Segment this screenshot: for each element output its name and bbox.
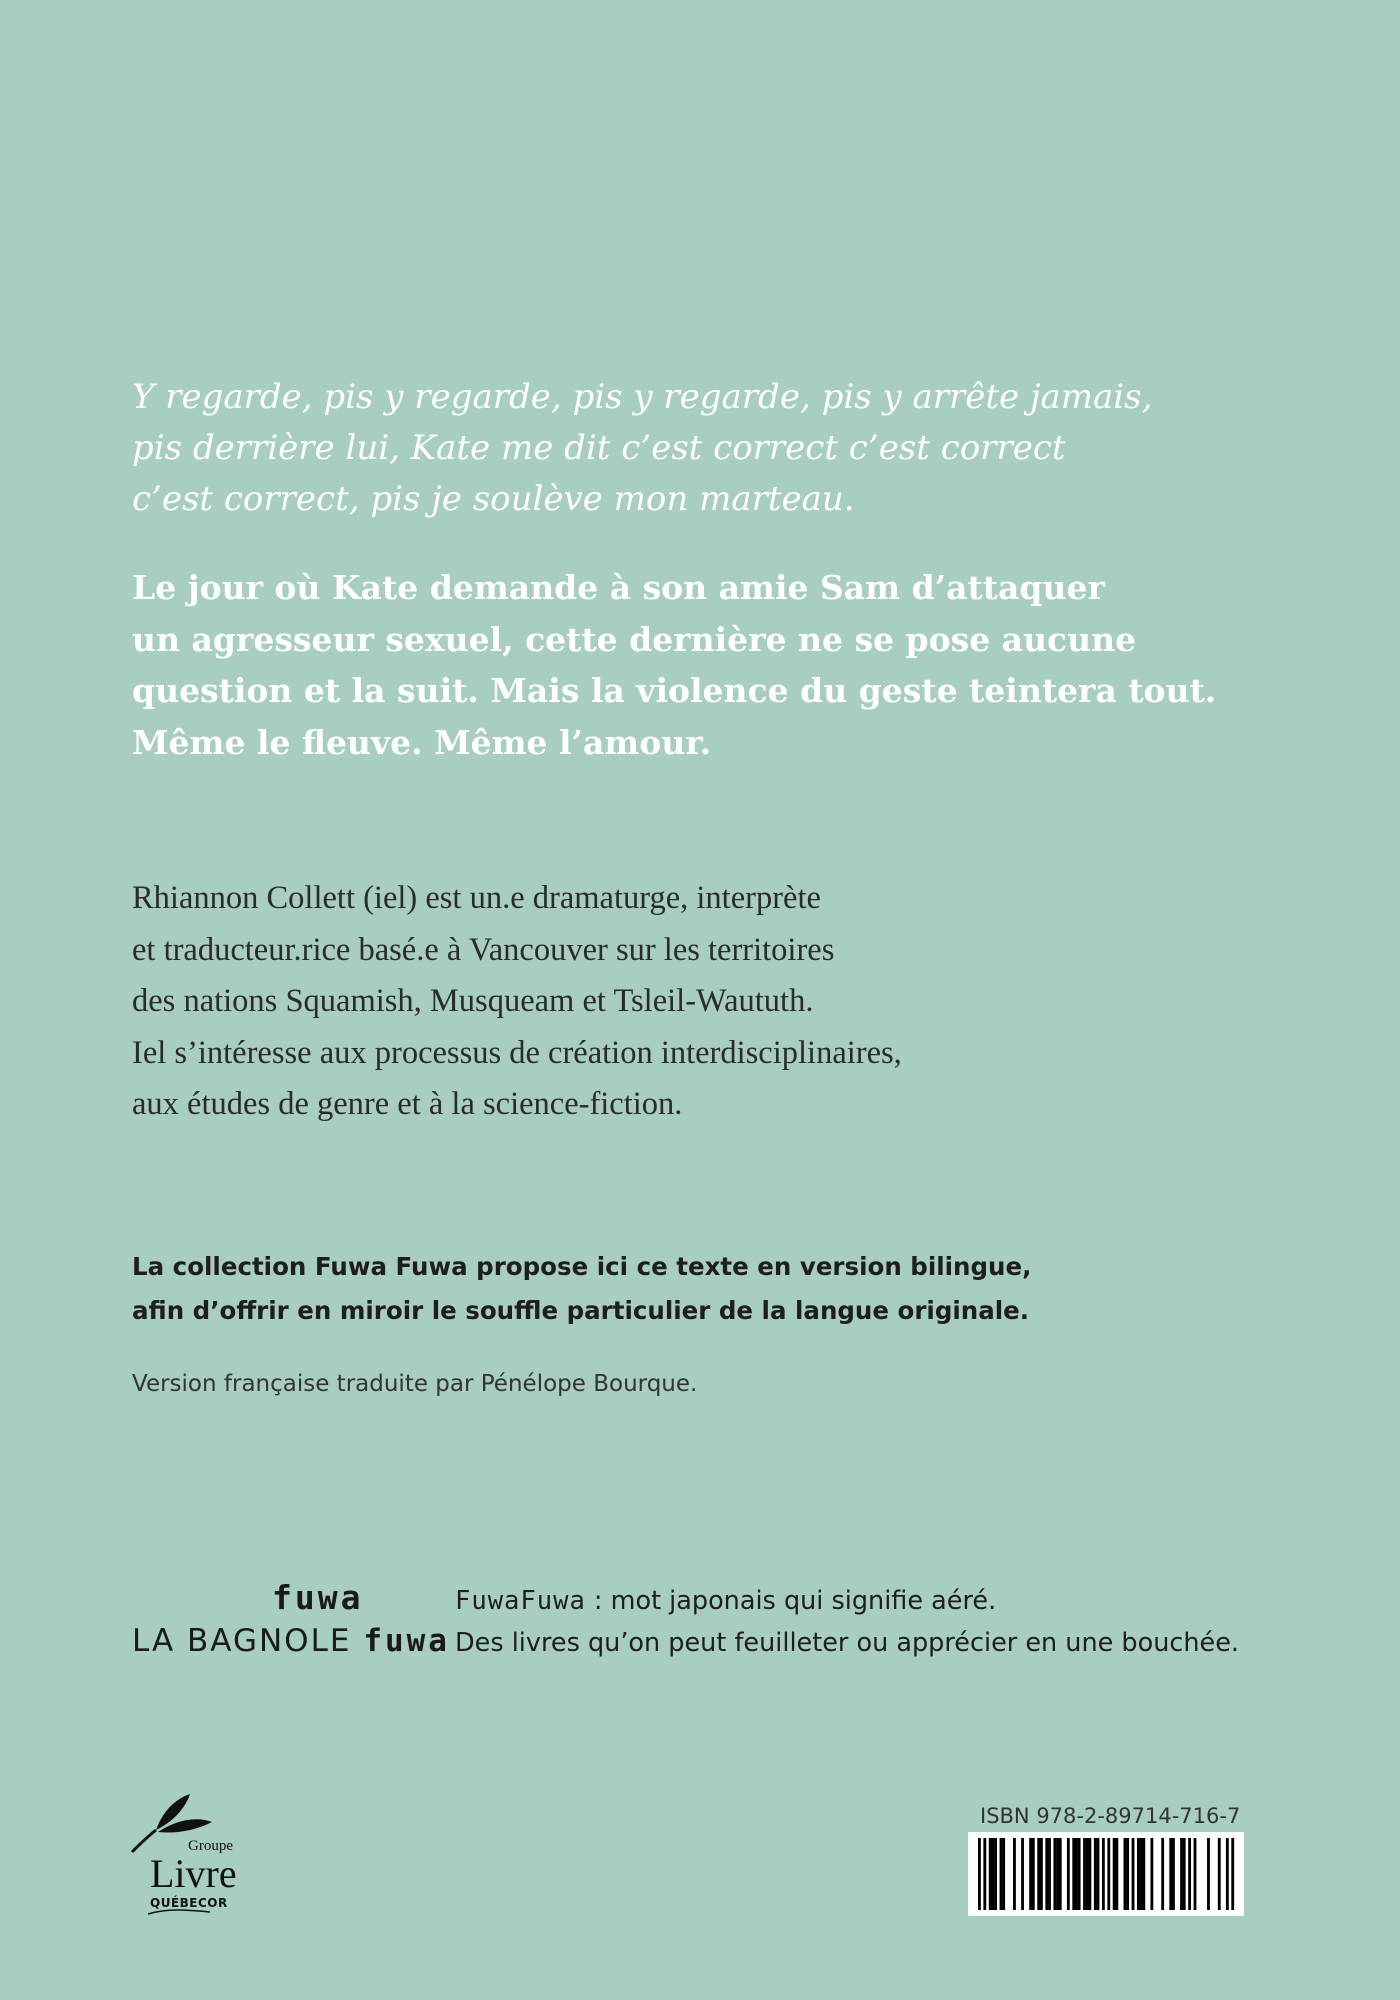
barcode-bar [1150,1838,1153,1910]
barcode-bar [1037,1838,1040,1910]
fuwa-logo-top: fuwa [272,1578,364,1617]
collection-line-1 [132,1245,1282,1289]
barcode-bar [1194,1838,1197,1910]
barcode-bar [1172,1838,1175,1910]
barcode-bar [1226,1838,1229,1910]
barcode-bar [1078,1838,1081,1910]
barcode-bar [1032,1838,1035,1910]
barcode-bar [1137,1838,1140,1910]
barcode-bar [1088,1838,1091,1910]
livre-label: Livre [150,1851,237,1896]
barcode-bar [983,1838,986,1910]
barcode-bar [1075,1838,1078,1910]
barcode-bars [968,1832,1244,1916]
quote-line-3: c’est correct, pis je soulève mon marteau. [132,479,855,519]
barcode-bar [1053,1838,1056,1910]
bio-line-2: et traducteur.rice basé.e à Vancouver sur les territoires [132,931,835,968]
barcode-bar [1207,1838,1210,1910]
barcode-bar [1021,1838,1024,1910]
quote-line-2: pis derrière lui, Kate me dit c’est correct c’est correct [132,428,1066,468]
collection-line-1-end: , [1022,1252,1032,1281]
fuwa-desc-line-1 [455,1580,1239,1622]
bio-line-5: aux études de genre et à la science-fiction. [132,1086,683,1122]
groupe-label: Groupe [188,1838,233,1854]
collection-line-1-start: La collection Fuwa Fuwa propose ici ce texte en [132,1252,800,1281]
fuwa-meaning: : mot japonais qui signifie aéré. [585,1586,997,1616]
synopsis-line-3: question et la suit. Mais la violence du geste teintera tout. [132,671,1217,710]
barcode-bar [1048,1838,1051,1910]
barcode-bar [1115,1838,1118,1910]
synopsis-line-2: un agresseur sexuel, cette dernière ne se pose aucune [132,619,1137,659]
barcode-bar [1180,1838,1183,1910]
publisher-name: LA BAGNOLE [132,1623,352,1659]
barcode-bar [1102,1838,1105,1910]
barcode-bar [978,1838,981,1910]
barcode-bar [1218,1838,1221,1910]
quote-line-1: Y regarde, pis y regarde, pis y regarde, pis y arrête jamais, [132,377,1153,417]
excerpt-quote [132,372,1282,525]
barcode-bar [1000,1838,1003,1910]
barcode-bar [1169,1838,1172,1910]
publisher-logo [132,1623,450,1659]
isbn-label: ISBN 978-2-89714-716-7 [980,1804,1241,1828]
barcode-bar [1097,1838,1100,1910]
bio-line-1: Rhiannon Collett (iel) est un.e dramaturge, interprète [132,880,821,916]
bilingual-emphasis: version bilingue [799,1252,1023,1281]
fuwa-desc-line-2: Des livres qu’on peut feuilleter ou apprécier en une bouchée. [455,1628,1240,1658]
barcode-bar [1056,1838,1059,1910]
barcode-bar [1002,1838,1005,1910]
barcode-bar [989,1838,992,1910]
barcode-bar [1183,1838,1186,1910]
barcode-bar [1126,1838,1129,1910]
barcode-bar [1059,1838,1062,1910]
barcode-bar [1231,1838,1234,1910]
barcode-bar [1188,1838,1191,1910]
barcode-bar [1124,1838,1127,1910]
bio-line-3: des nations Squamish, Musqueam et Tsleil-Waututh. [132,983,814,1019]
barcode-bar [1045,1838,1048,1910]
fuwa-description [455,1580,1239,1664]
fuwa-logo-bottom: fuwa [363,1623,450,1659]
barcode-bar [1142,1838,1145,1910]
synopsis-line-1: Le jour où Kate demande à son amie Sam d’attaquer [132,568,1105,607]
author-bio [132,873,1232,1131]
barcode-bar [1132,1838,1135,1910]
barcode-bar [1113,1838,1116,1910]
translation-credit: Version française traduite par Pénélope Bourque. [132,1371,698,1397]
isbn-barcode [968,1832,1244,1916]
groupe-livre-logo [128,1786,268,1926]
synopsis [132,562,1312,768]
barcode-bar [1067,1838,1070,1910]
barcode-bar [1107,1838,1110,1910]
fuwa-brand: FuwaFuwa [455,1586,586,1616]
barcode-bar [991,1838,994,1910]
barcode-bar [1072,1838,1075,1910]
collection-note [132,1245,1282,1333]
barcode-bar [1029,1838,1032,1910]
quebecor-label: QUÉBECOR [150,1896,228,1910]
barcode-bar [1094,1838,1097,1910]
synopsis-line-4: Même le fleuve. Même l’amour. [132,722,712,762]
bio-line-4: Iel s’intéresse aux processus de création interdisciplinaires, [132,1034,902,1071]
barcode-bar [1086,1838,1089,1910]
barcode-bar [1013,1838,1016,1910]
barcode-bar [1040,1838,1043,1910]
barcode-bar [1161,1838,1164,1910]
barcode-bar [1140,1838,1143,1910]
collection-line-2: afin d’offrir en miroir le souffle particulier de la langue originale. [132,1296,1030,1325]
barcode-bar [1083,1838,1086,1910]
barcode-bar [994,1838,997,1910]
